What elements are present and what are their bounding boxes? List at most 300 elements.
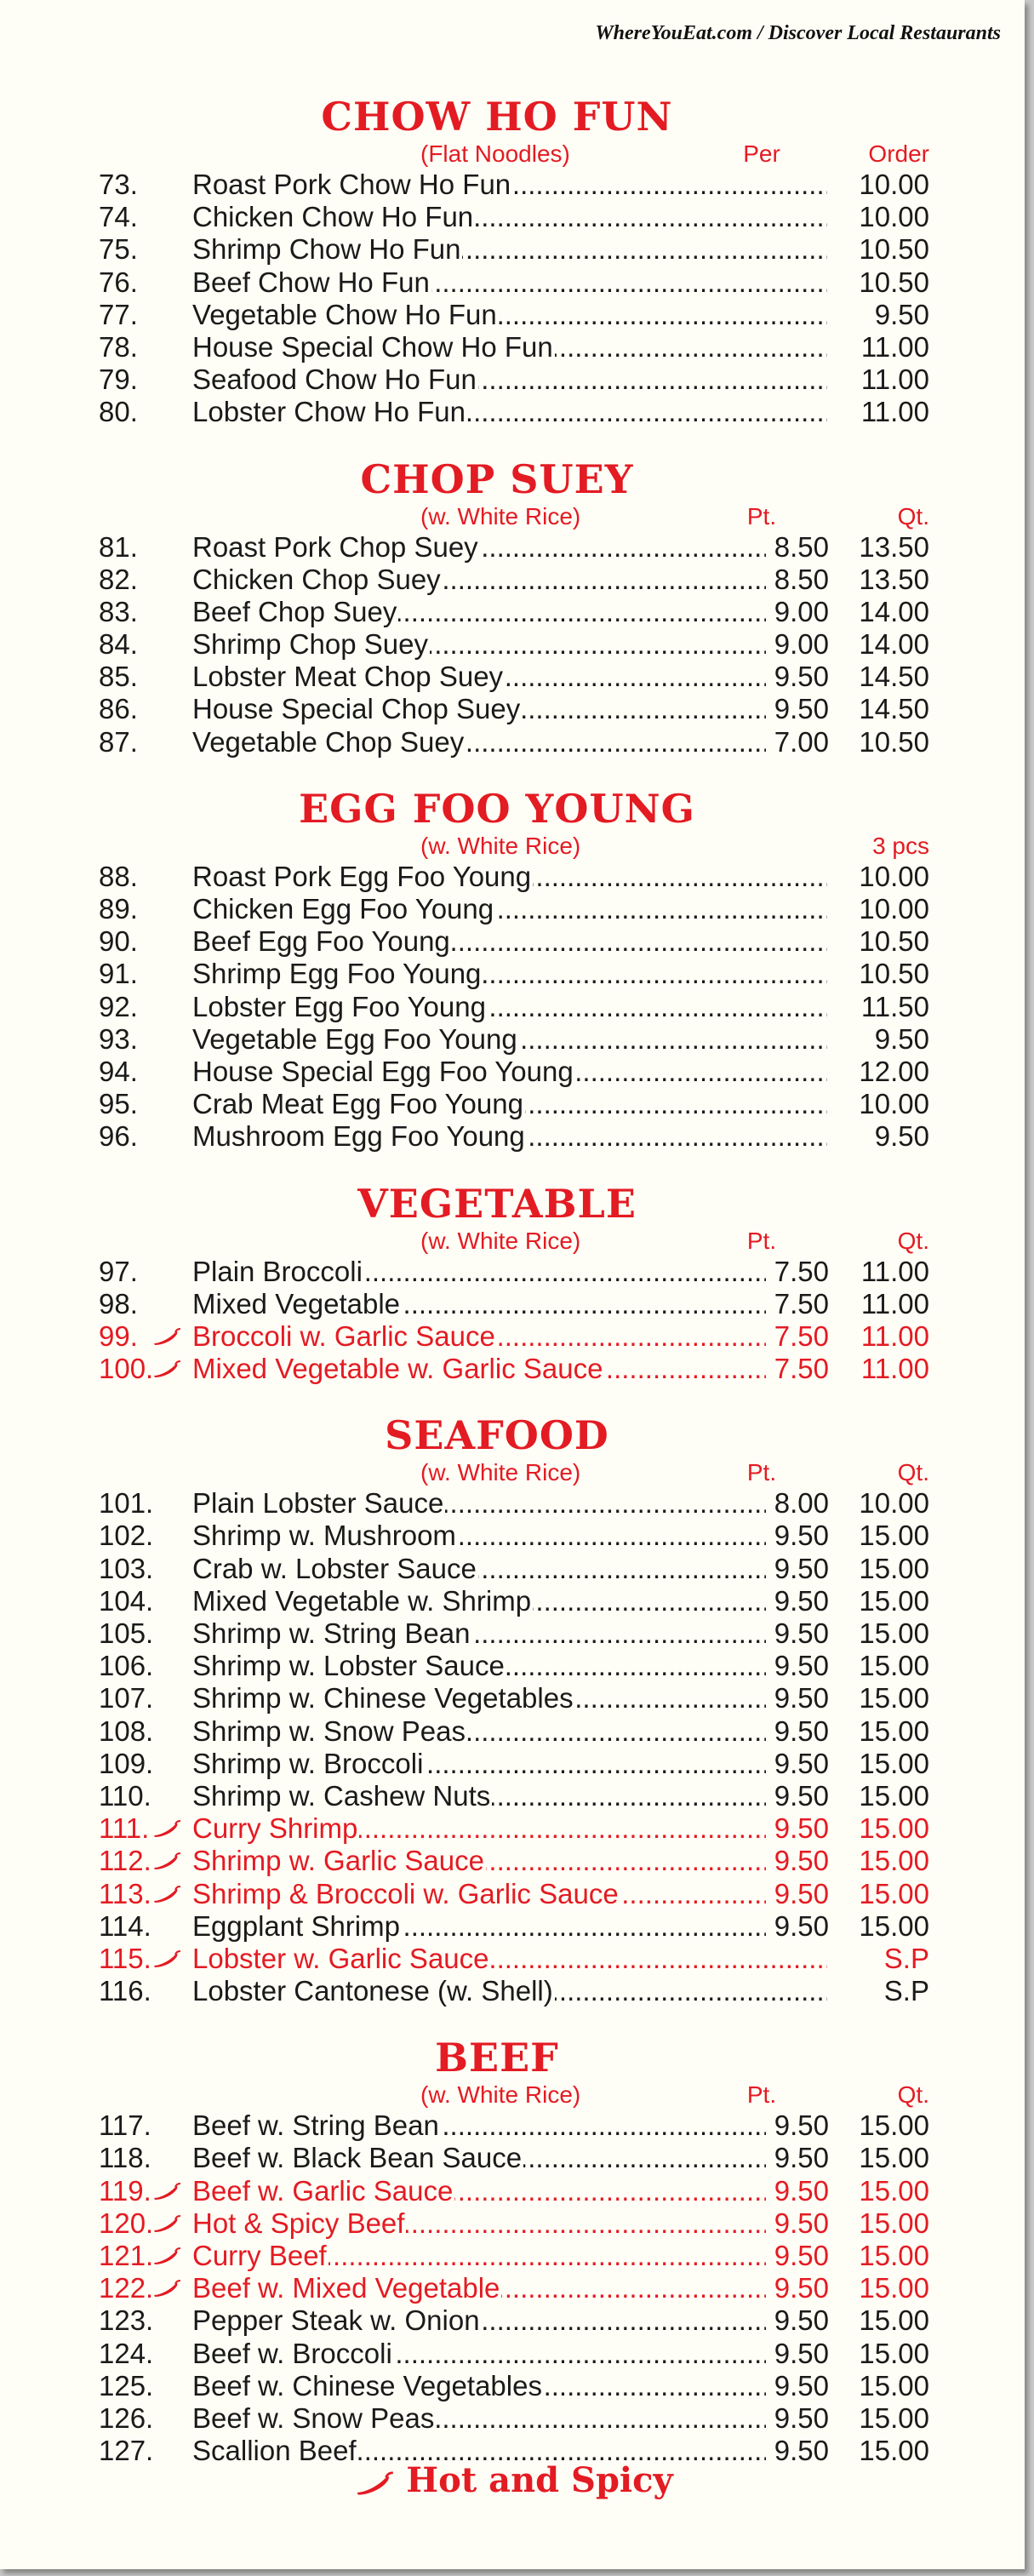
item-leader <box>192 1943 827 1975</box>
chili-pepper-icon <box>151 2279 182 2298</box>
menu-item <box>99 1780 929 1812</box>
item-leader <box>192 1120 827 1153</box>
menu-item <box>99 1910 929 1943</box>
item-number: 119. <box>99 2174 151 2207</box>
item-price-pint: 8.50 <box>774 530 829 563</box>
item-name: Mushroom Egg Foo Young <box>192 1120 525 1153</box>
item-name: Beef w. Mixed Vegetable <box>192 2272 500 2304</box>
item-number: 73. <box>99 169 138 200</box>
item-number: 98. <box>99 1287 138 1319</box>
item-price: 10.00 <box>859 1487 929 1520</box>
item-number: 109. <box>99 1747 154 1779</box>
menu-item <box>99 958 929 990</box>
item-number: 74. <box>99 201 138 233</box>
menu-item <box>99 661 929 693</box>
item-price: 11.00 <box>860 1287 929 1319</box>
item-number: 107. <box>99 1682 154 1714</box>
menu-item <box>99 1943 929 1975</box>
item-name: Shrimp Chop Suey <box>192 628 428 661</box>
item-price: 14.50 <box>859 661 929 693</box>
item-number: 124. <box>99 2337 154 2369</box>
item-name: Beef w. Broccoli <box>192 2337 392 2369</box>
menu-item <box>99 1288 929 1320</box>
item-leader <box>192 1878 766 1910</box>
item-number: 81. <box>99 530 138 563</box>
menu-list <box>99 94 929 2494</box>
item-name: Crab Meat Egg Foo Young <box>192 1088 523 1120</box>
item-leader <box>192 2207 766 2240</box>
item-number: 105. <box>99 1617 154 1649</box>
section-subheader <box>99 2081 929 2109</box>
item-price: 11.00 <box>860 1255 929 1287</box>
menu-item <box>99 1056 929 1088</box>
item-number: 92. <box>99 990 138 1022</box>
item-price: 10.00 <box>859 201 929 233</box>
item-name: House Special Chow Ho Fun <box>192 330 553 363</box>
item-price-pint: 9.50 <box>774 693 829 725</box>
item-price: 11.00 <box>860 330 929 363</box>
item-number: 80. <box>99 396 138 428</box>
menu-item <box>99 2370 929 2402</box>
item-number: 83. <box>99 595 138 627</box>
item-price: 10.50 <box>859 958 929 990</box>
menu-item <box>99 1617 929 1650</box>
item-price-pint: 9.50 <box>774 2435 829 2467</box>
item-leader <box>192 1975 827 2007</box>
menu-section <box>99 1412 929 2007</box>
item-price-pint: 9.50 <box>774 2207 829 2239</box>
section-subheader <box>99 1227 929 1256</box>
item-number: 101. <box>99 1487 154 1520</box>
item-price-pint: 9.50 <box>774 2401 829 2434</box>
menu-item <box>99 991 929 1023</box>
item-name: Scallion Beef <box>192 2435 357 2467</box>
item-number: 108. <box>99 1714 154 1747</box>
item-price-pint: 9.50 <box>774 1584 829 1617</box>
item-price-pint: 9.50 <box>774 1520 829 1552</box>
menu-item <box>99 925 929 958</box>
section-note: (w. White Rice) <box>420 502 581 530</box>
item-leader <box>192 266 827 299</box>
item-number: 94. <box>99 1055 138 1087</box>
item-price: 15.00 <box>859 1909 929 1942</box>
item-price-pint: 9.50 <box>774 1617 829 1649</box>
menu-item <box>99 2304 929 2337</box>
item-price: 11.00 <box>860 1353 929 1385</box>
menu-item <box>99 531 929 564</box>
item-leader <box>192 958 827 990</box>
item-price: 10.00 <box>859 860 929 892</box>
item-price: 15.00 <box>859 1520 929 1552</box>
item-leader <box>192 2338 766 2370</box>
item-price: 15.00 <box>859 2435 929 2467</box>
menu-section <box>99 2035 929 2467</box>
chili-pepper-icon <box>151 2214 182 2233</box>
item-leader <box>192 2142 766 2174</box>
menu-item <box>99 2207 929 2240</box>
item-number: 99. <box>99 1319 138 1352</box>
menu-item <box>99 201 929 233</box>
item-price-pint: 9.50 <box>774 1714 829 1747</box>
item-number: 125. <box>99 2369 154 2401</box>
column-header-2: Order <box>868 140 929 167</box>
item-price: 15.00 <box>859 2207 929 2239</box>
item-number: 126. <box>99 2401 154 2434</box>
item-price: S.P <box>883 1942 929 1974</box>
menu-section <box>99 456 929 758</box>
item-price-pint: 9.50 <box>774 2272 829 2304</box>
menu-item <box>99 1650 929 1682</box>
item-price-pint: 9.00 <box>774 628 829 661</box>
menu-section <box>99 786 929 1153</box>
item-leader <box>192 299 827 331</box>
item-number: 120. <box>99 2207 154 2239</box>
item-price-pint: 9.50 <box>774 1845 829 1877</box>
item-price-pint: 9.50 <box>774 2109 829 2142</box>
section-subheader <box>99 1458 929 1487</box>
item-leader <box>192 1748 766 1780</box>
item-leader <box>192 1585 766 1617</box>
item-price-pint: 9.50 <box>774 1779 829 1812</box>
item-number: 121. <box>99 2240 154 2271</box>
section-title: SEAFOOD <box>385 1412 609 1459</box>
column-header-2: Qt. <box>897 1459 929 1486</box>
item-name: Beef w. Black Bean Sauce <box>192 2142 523 2174</box>
item-name: Broccoli w. Garlic Sauce <box>192 1319 495 1352</box>
section-note: (w. White Rice) <box>420 832 581 859</box>
menu-item <box>99 1812 929 1845</box>
item-price-pint: 9.50 <box>774 1747 829 1779</box>
menu-item <box>99 2338 929 2370</box>
chili-pepper-icon <box>151 2182 182 2201</box>
item-price: 9.50 <box>874 1022 929 1055</box>
item-price-pint: 9.50 <box>774 2369 829 2401</box>
menu-item <box>99 726 929 758</box>
item-number: 77. <box>99 298 138 330</box>
chili-pepper-icon <box>151 1852 182 1870</box>
item-name: Shrimp w. Cashew Nuts <box>192 1779 491 1812</box>
item-number: 103. <box>99 1552 154 1584</box>
item-leader <box>192 1256 766 1288</box>
item-leader <box>192 1617 766 1650</box>
item-number: 86. <box>99 693 138 725</box>
item-name: Vegetable Chop Suey <box>192 725 465 758</box>
menu-item <box>99 1256 929 1288</box>
item-price-pint: 9.50 <box>774 2240 829 2271</box>
item-price: 15.00 <box>859 2369 929 2401</box>
menu-item <box>99 396 929 428</box>
item-number: 90. <box>99 925 138 958</box>
item-price-pint: 9.50 <box>774 2337 829 2369</box>
item-price: 15.00 <box>859 2142 929 2174</box>
item-name: Chicken Chow Ho Fun <box>192 201 474 233</box>
menu-item <box>99 1120 929 1153</box>
column-header-2: Qt. <box>897 2081 929 2109</box>
item-leader <box>192 1056 827 1088</box>
item-price-pint: 8.50 <box>774 563 829 595</box>
item-price: 15.00 <box>859 1714 929 1747</box>
item-name: Mixed Vegetable <box>192 1287 401 1319</box>
item-price: 15.00 <box>859 1877 929 1909</box>
item-number: 112. <box>99 1845 151 1877</box>
item-name: Crab w. Lobster Sauce <box>192 1552 477 1584</box>
item-leader <box>192 2109 766 2142</box>
item-name: Shrimp Egg Foo Young <box>192 958 482 990</box>
item-name: Beef w. Chinese Vegetables <box>192 2369 542 2401</box>
item-name: Curry Beef <box>192 2240 327 2271</box>
item-leader <box>192 1812 766 1845</box>
menu-item <box>99 2272 929 2304</box>
menu-item <box>99 564 929 596</box>
item-number: 96. <box>99 1120 138 1153</box>
item-leader <box>192 1910 766 1943</box>
item-price: 15.00 <box>859 1552 929 1584</box>
item-number: 104. <box>99 1584 154 1617</box>
chili-pepper-icon <box>151 2247 182 2265</box>
item-name: Shrimp w. Chinese Vegetables <box>192 1682 574 1714</box>
item-price-pint: 9.50 <box>774 2174 829 2207</box>
item-price: 15.00 <box>859 2304 929 2337</box>
item-leader <box>192 364 827 396</box>
item-name: Curry Shrimp <box>192 1812 358 1845</box>
item-price: 15.00 <box>859 1682 929 1714</box>
item-name: Lobster Egg Foo Young <box>192 990 486 1022</box>
item-name: House Special Egg Foo Young <box>192 1055 574 1087</box>
item-leader <box>192 1088 827 1120</box>
item-name: Chicken Chop Suey <box>192 563 441 595</box>
item-number: 79. <box>99 364 138 396</box>
item-price-pint: 9.50 <box>774 661 829 693</box>
item-price-pint: 9.50 <box>774 1650 829 1682</box>
item-price-pint: 8.00 <box>774 1487 829 1520</box>
item-number: 91. <box>99 958 138 990</box>
item-name: Seafood Chow Ho Fun <box>192 364 477 396</box>
menu-item <box>99 1088 929 1120</box>
item-leader <box>192 331 827 364</box>
item-price: 15.00 <box>859 1779 929 1812</box>
item-leader <box>192 1288 766 1320</box>
item-name: Roast Pork Egg Foo Young <box>192 860 532 892</box>
item-price: 15.00 <box>859 1845 929 1877</box>
section-subheader <box>99 832 929 861</box>
item-price-pint: 7.50 <box>774 1287 829 1319</box>
item-name: Chicken Egg Foo Young <box>192 893 494 924</box>
item-price: 10.00 <box>859 169 929 200</box>
menu-item <box>99 2240 929 2272</box>
chili-pepper-icon <box>151 1949 182 1968</box>
item-price-pint: 9.50 <box>774 1812 829 1845</box>
item-name: Lobster Meat Chop Suey <box>192 661 504 693</box>
item-leader <box>192 564 766 596</box>
menu-item <box>99 299 929 331</box>
item-number: 76. <box>99 266 138 298</box>
item-leader <box>192 1780 766 1812</box>
item-number: 95. <box>99 1088 138 1120</box>
menu-item <box>99 1520 929 1552</box>
item-leader <box>192 925 827 958</box>
item-number: 75. <box>99 233 138 266</box>
item-number: 127. <box>99 2435 154 2467</box>
item-price-pint: 9.50 <box>774 2304 829 2337</box>
section-subheader <box>99 140 929 169</box>
item-price-pint: 9.00 <box>774 595 829 627</box>
item-price: 15.00 <box>859 1584 929 1617</box>
menu-item <box>99 1585 929 1617</box>
item-leader <box>192 2402 766 2435</box>
item-leader <box>192 201 827 233</box>
item-leader <box>192 893 827 925</box>
item-name: Mixed Vegetable w. Garlic Sauce <box>192 1353 603 1385</box>
item-number: 117. <box>99 2109 151 2142</box>
item-leader <box>192 2175 766 2207</box>
item-price: 13.50 <box>859 530 929 563</box>
item-price: 15.00 <box>859 2272 929 2304</box>
item-number: 93. <box>99 1022 138 1055</box>
menu-item <box>99 233 929 266</box>
item-number: 78. <box>99 330 138 363</box>
item-leader <box>192 1845 766 1877</box>
item-name: Roast Pork Chop Suey <box>192 530 478 563</box>
item-leader <box>192 661 766 693</box>
item-price: 10.50 <box>859 266 929 298</box>
menu-section <box>99 94 929 429</box>
item-number: 118. <box>99 2142 151 2174</box>
item-leader <box>192 1320 766 1353</box>
item-name: Vegetable Chow Ho Fun <box>192 298 497 330</box>
item-price: 14.50 <box>859 693 929 725</box>
item-name: Beef Chop Suey <box>192 595 397 627</box>
item-name: Shrimp Chow Ho Fun <box>192 233 461 266</box>
item-price: 10.50 <box>859 925 929 958</box>
item-price: 15.00 <box>859 1812 929 1845</box>
item-price: 11.00 <box>860 1319 929 1352</box>
item-price: 10.00 <box>859 893 929 924</box>
item-price: 15.00 <box>859 2109 929 2142</box>
section-note: (w. White Rice) <box>420 1227 581 1254</box>
section-subheader <box>99 502 929 531</box>
item-price: 11.00 <box>860 396 929 428</box>
item-price: 15.00 <box>859 2174 929 2207</box>
item-number: 89. <box>99 893 138 924</box>
column-header-1: Pt. <box>746 1459 777 1486</box>
menu-item <box>99 861 929 893</box>
item-name: Beef w. Snow Peas <box>192 2401 435 2434</box>
legend-label: Hot and Spicy <box>406 2460 673 2500</box>
chili-pepper-icon <box>151 1360 182 1378</box>
menu-item <box>99 364 929 396</box>
item-name: Shrimp w. Lobster Sauce <box>192 1650 505 1682</box>
chili-pepper-icon <box>351 2470 397 2496</box>
item-name: Shrimp w. Garlic Sauce <box>192 1845 484 1877</box>
item-leader <box>192 1650 766 1682</box>
item-leader <box>192 596 766 628</box>
item-price: 15.00 <box>859 2240 929 2271</box>
item-price-pint: 9.50 <box>774 1909 829 1942</box>
item-number: 102. <box>99 1520 154 1552</box>
item-leader <box>192 1682 766 1714</box>
watermark: WhereYouEat.com / Discover Local Restaurants <box>595 22 1001 44</box>
section-title: EGG FOO YOUNG <box>299 785 695 832</box>
item-name: House Special Chop Suey <box>192 693 521 725</box>
item-price: 11.00 <box>860 364 929 396</box>
item-number: 88. <box>99 860 138 892</box>
menu-item <box>99 1878 929 1910</box>
item-price: 14.00 <box>859 595 929 627</box>
item-name: Mixed Vegetable w. Shrimp <box>192 1584 532 1617</box>
menu-item <box>99 1682 929 1714</box>
item-number: 122. <box>99 2272 154 2304</box>
item-price: 15.00 <box>859 1747 929 1779</box>
menu-item <box>99 1715 929 1748</box>
column-header-1: Pt. <box>746 1227 777 1254</box>
item-name: Vegetable Egg Foo Young <box>192 1022 517 1055</box>
item-leader <box>192 2272 766 2304</box>
column-header-1: Per <box>743 140 780 167</box>
item-name: Shrimp w. Snow Peas <box>192 1714 466 1747</box>
item-number: 123. <box>99 2304 154 2337</box>
item-name: Plain Broccoli <box>192 1255 363 1287</box>
item-price: 11.50 <box>860 990 929 1022</box>
menu-item <box>99 2142 929 2174</box>
item-price: 15.00 <box>859 1617 929 1649</box>
menu-item <box>99 1487 929 1520</box>
section-note: (Flat Noodles) <box>420 140 570 167</box>
menu-item <box>99 893 929 925</box>
item-price-pint: 9.50 <box>774 1552 829 1584</box>
column-header-2: Qt. <box>897 1227 929 1254</box>
menu-item <box>99 266 929 299</box>
chili-pepper-icon <box>151 1885 182 1903</box>
item-leader <box>192 1715 766 1748</box>
item-number: 87. <box>99 725 138 758</box>
menu-item <box>99 1023 929 1056</box>
item-leader <box>192 2370 766 2402</box>
item-leader <box>192 628 766 661</box>
menu-item <box>99 331 929 364</box>
item-price-pint: 7.50 <box>774 1353 829 1385</box>
item-number: 100. <box>99 1353 154 1385</box>
item-leader <box>192 693 766 725</box>
item-name: Shrimp w. String Bean <box>192 1617 471 1649</box>
item-name: Lobster w. Garlic Sauce <box>192 1942 489 1974</box>
item-price: 14.00 <box>859 628 929 661</box>
item-name: Shrimp & Broccoli w. Garlic Sauce <box>192 1877 619 1909</box>
item-price: 10.00 <box>859 1088 929 1120</box>
section-title: BEEF <box>435 2035 559 2081</box>
item-name: Lobster Cantonese (w. Shell) <box>192 1975 553 2007</box>
item-price: 15.00 <box>859 1650 929 1682</box>
item-leader <box>192 531 766 564</box>
item-name: Plain Lobster Sauce <box>192 1487 444 1520</box>
item-price: 15.00 <box>859 2401 929 2434</box>
item-leader <box>192 233 827 266</box>
chili-pepper-icon <box>151 1327 182 1346</box>
item-number: 85. <box>99 661 138 693</box>
item-leader <box>192 991 827 1023</box>
menu-item <box>99 596 929 628</box>
item-name: Pepper Steak w. Onion <box>192 2304 480 2337</box>
item-number: 82. <box>99 563 138 595</box>
item-price: 10.50 <box>859 725 929 758</box>
item-leader <box>192 1520 766 1552</box>
section-title: VEGETABLE <box>357 1180 637 1227</box>
item-leader <box>192 1023 827 1056</box>
item-price: S.P <box>883 1975 929 2007</box>
item-name: Beef Egg Foo Young <box>192 925 450 958</box>
item-name: Lobster Chow Ho Fun <box>192 396 466 428</box>
menu-item <box>99 1353 929 1385</box>
item-leader <box>192 1487 766 1520</box>
